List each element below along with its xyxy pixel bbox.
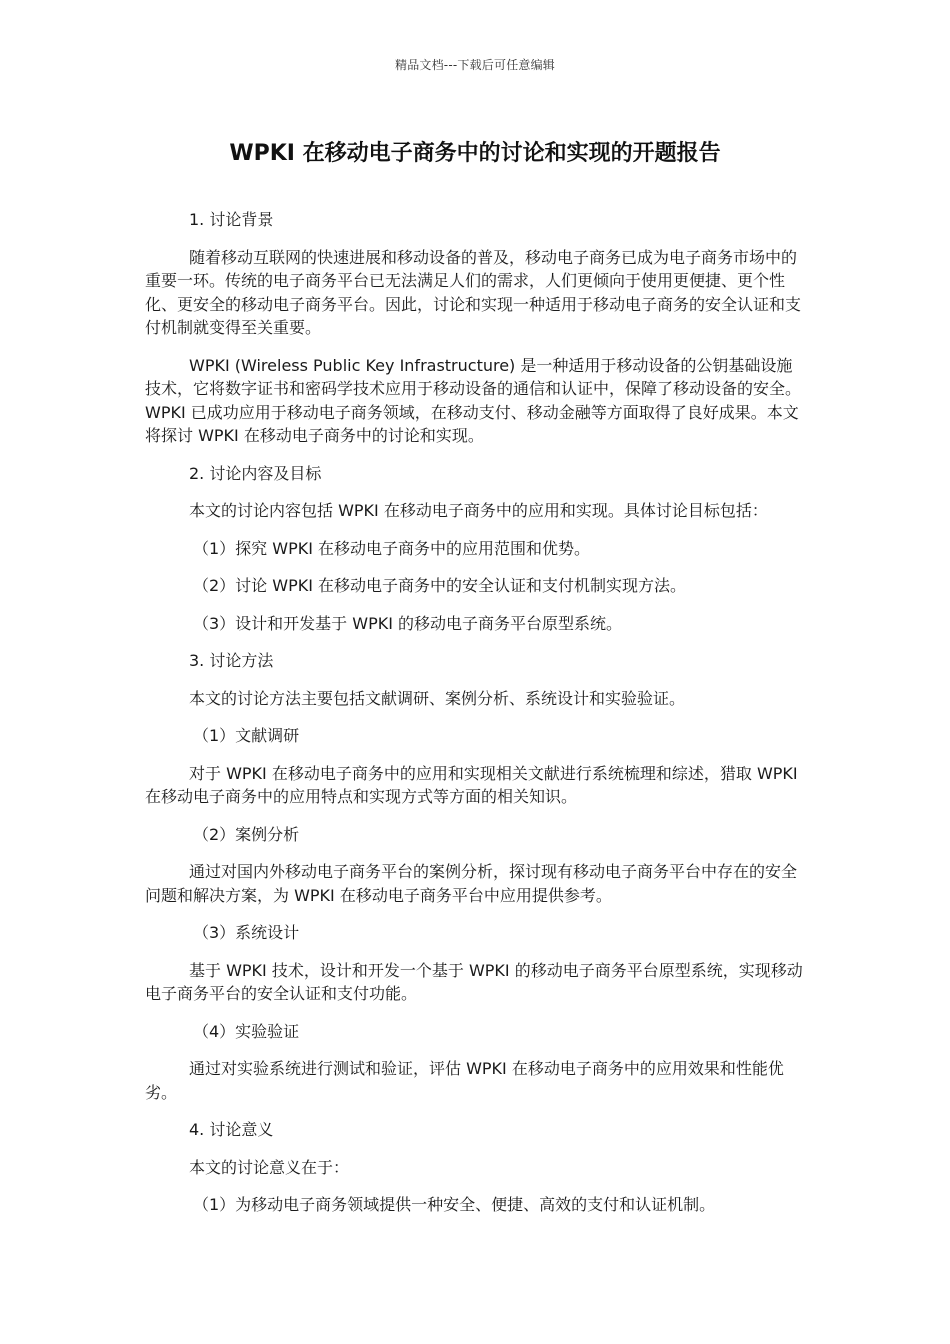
header-note: 精品文档---下载后可任意编辑: [395, 58, 555, 72]
list-item: （3）设计和开发基于 WPKI 的移动电子商务平台原型系统。: [193, 613, 623, 633]
list-item: （2）案例分析: [193, 824, 300, 844]
section-heading-significance: 4. 讨论意义: [189, 1120, 274, 1139]
document-title: WPKI 在移动电子商务中的讨论和实现的开题报告: [229, 141, 721, 166]
body-paragraph: 通过对实验系统进行测试和验证，评估 WPKI 在移动电子商务中的应用效果和性能优劣。: [145, 1059, 784, 1102]
section-heading-content-goals: 2. 讨论内容及目标: [189, 463, 322, 483]
list-item: （2）讨论 WPKI 在移动电子商务中的安全认证和支付机制实现方法。: [193, 576, 687, 595]
body-paragraph: 随着移动互联网的快速进展和移动设备的普及，移动电子商务已成为电子商务市场中的重要一环。传统的电子商务平台已无法满足人们的需求，人们更倾向于使用更便捷、更个性化、更安全的移动电子商务平台。因此，讨论和实现一种适用于移动电子商务的安全认证和支付机制就变得至关重要。: [145, 247, 802, 337]
body-paragraph: 本文的讨论内容包括 WPKI 在移动电子商务中的应用和实现。具体讨论目标包括：: [189, 501, 768, 520]
list-item: （1）为移动电子商务领域提供一种安全、便捷、高效的支付和认证机制。: [193, 1195, 716, 1214]
list-item: （4）实验验证: [193, 1021, 300, 1041]
list-item: （1）文献调研: [193, 726, 300, 745]
body-paragraph: 通过对国内外移动电子商务平台的案例分析，探讨现有移动电子商务平台中存在的安全问题和解决方案，为 WPKI 在移动电子商务平台中应用提供参考。: [145, 862, 798, 905]
list-item: （1）探究 WPKI 在移动电子商务中的应用范围和优势。: [193, 538, 591, 558]
body-paragraph: WPKI (Wireless Public Key Infrastructure) 是一种适用于移动设备的公钥基础设施技术，它将数字证书和密码学技术应用于移动设备的通信和认证中，保障了移动设备的安全。WPKI 已成功应用于移动电子商务领域，在移动支付、移动金融等方面取得了良好成果。本文将探讨 WPKI 在移动电子商务中的讨论和实现。: [145, 355, 802, 445]
section-heading-methods: 3. 讨论方法: [189, 651, 274, 670]
section-heading-background: 1. 讨论背景: [189, 210, 274, 229]
body-paragraph: 基于 WPKI 技术，设计和开发一个基于 WPKI 的移动电子商务平台原型系统，实现移动电子商务平台的安全认证和支付功能。: [145, 960, 803, 1003]
list-item: （3）系统设计: [193, 923, 300, 942]
body-paragraph: 对于 WPKI 在移动电子商务中的应用和实现相关文献进行系统梳理和综述，猎取 WPKI 在移动电子商务中的应用特点和实现方式等方面的相关知识。: [145, 763, 798, 806]
document-body: [145, 208, 807, 1217]
body-paragraph: 本文的讨论方法主要包括文献调研、案例分析、系统设计和实验验证。: [189, 688, 686, 708]
body-paragraph: 本文的讨论意义在于：: [189, 1157, 350, 1177]
